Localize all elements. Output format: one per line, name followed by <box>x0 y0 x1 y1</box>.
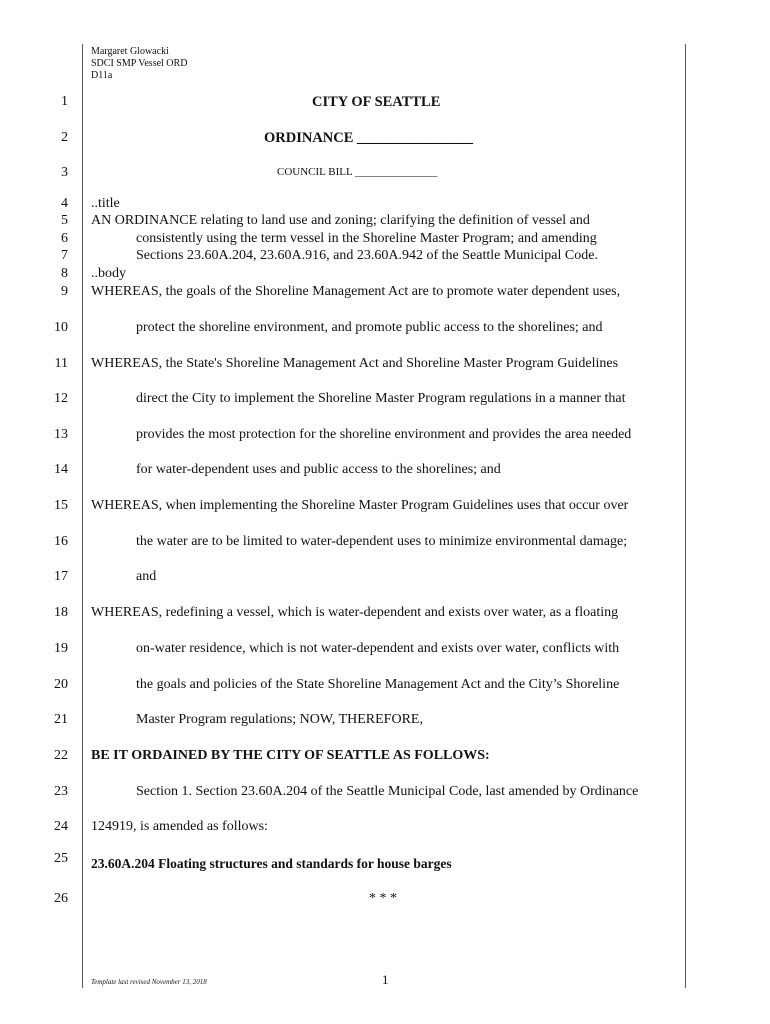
title-marker: ..title <box>91 196 120 211</box>
right-margin-rule <box>685 44 686 988</box>
line-number: 22 <box>54 748 68 763</box>
line-number: 16 <box>54 534 68 549</box>
recital-2-cont: direct the City to implement the Shoreline Master Program regulations in a manner that <box>136 391 626 406</box>
recital-2-cont: provides the most protection for the shoreline environment and provides the area needed <box>136 427 632 442</box>
line-number: 15 <box>54 498 68 513</box>
recital-2-cont: for water-dependent uses and public access to the shorelines; and <box>136 462 501 477</box>
line-number: 7 <box>61 248 68 263</box>
recital-4-cont: the goals and policies of the State Shoreline Management Act and the City’s Shoreline <box>136 677 620 692</box>
line-number: 21 <box>54 712 68 727</box>
city-heading: CITY OF SEATTLE <box>312 94 441 110</box>
recital-3-cont: the water are to be limited to water-dependent uses to minimize environmental damage; <box>136 534 628 549</box>
line-number: 24 <box>54 819 68 834</box>
line-number: 25 <box>54 851 68 866</box>
recital-4-cont: Master Program regulations; NOW, THEREFORE, <box>136 712 423 727</box>
line-number: 13 <box>54 427 68 442</box>
ordinance-title: AN ORDINANCE relating to land use and zoning; clarifying the definition of vessel and <box>91 213 590 228</box>
council-bill: COUNCIL BILL _______________ <box>277 166 438 178</box>
line-number: 14 <box>54 462 68 477</box>
code-section-heading: 23.60A.204 Floating structures and standards for house barges <box>91 856 452 871</box>
header-subject: SDCI SMP Vessel ORD <box>91 58 188 69</box>
line-number: 4 <box>61 196 68 211</box>
omission-asterisks: * * * <box>369 891 397 906</box>
line-number: 1 <box>61 94 68 109</box>
recital-3-cont: and <box>136 569 157 584</box>
line-number: 12 <box>54 391 68 406</box>
line-number: 8 <box>61 266 68 281</box>
template-note: Template last revised November 13, 2018 <box>91 978 207 986</box>
line-number: 11 <box>54 356 68 371</box>
ordinance-title-cont: Sections 23.60A.204, 23.60A.916, and 23.60A.942 of the Seattle Municipal Code. <box>136 248 598 263</box>
body-marker: ..body <box>91 266 126 281</box>
header-version: D11a <box>91 70 113 81</box>
page-number: 1 <box>382 972 389 987</box>
line-number: 19 <box>54 641 68 656</box>
header-author: Margaret Glowacki <box>91 46 169 57</box>
recital-1-cont: protect the shoreline environment, and promote public access to the shorelines; and <box>136 320 603 335</box>
line-number: 18 <box>54 605 68 620</box>
line-number: 3 <box>61 165 68 180</box>
line-number: 6 <box>61 231 68 246</box>
line-number: 23 <box>54 784 68 799</box>
line-number: 9 <box>61 284 68 299</box>
recital-4-cont: on-water residence, which is not water-dependent and exists over water, conflicts with <box>136 641 620 656</box>
line-number: 20 <box>54 677 68 692</box>
ordinance-heading: ORDINANCE ________________ <box>264 130 474 146</box>
recital-1: WHEREAS, the goals of the Shoreline Management Act are to promote water dependent uses, <box>91 284 621 299</box>
section-1-cont: 124919, is amended as follows: <box>91 819 268 834</box>
line-number: 10 <box>54 320 68 335</box>
recital-4: WHEREAS, redefining a vessel, which is water-dependent and exists over water, as a floating <box>91 605 619 620</box>
line-number: 2 <box>61 130 68 145</box>
section-1: Section 1. Section 23.60A.204 of the Seattle Municipal Code, last amended by Ordinance <box>136 784 639 799</box>
line-number: 5 <box>61 213 68 228</box>
recital-3: WHEREAS, when implementing the Shoreline Master Program Guidelines uses that occur over <box>91 498 629 513</box>
line-number: 26 <box>54 891 68 906</box>
line-number: 17 <box>54 569 68 584</box>
enacting-clause: BE IT ORDAINED BY THE CITY OF SEATTLE AS FOLLOWS: <box>91 748 490 763</box>
recital-2: WHEREAS, the State's Shoreline Management Act and Shoreline Master Program Guidelines <box>91 356 619 371</box>
left-margin-rule <box>82 44 83 988</box>
ordinance-title-cont: consistently using the term vessel in the Shoreline Master Program; and amending <box>136 231 597 246</box>
